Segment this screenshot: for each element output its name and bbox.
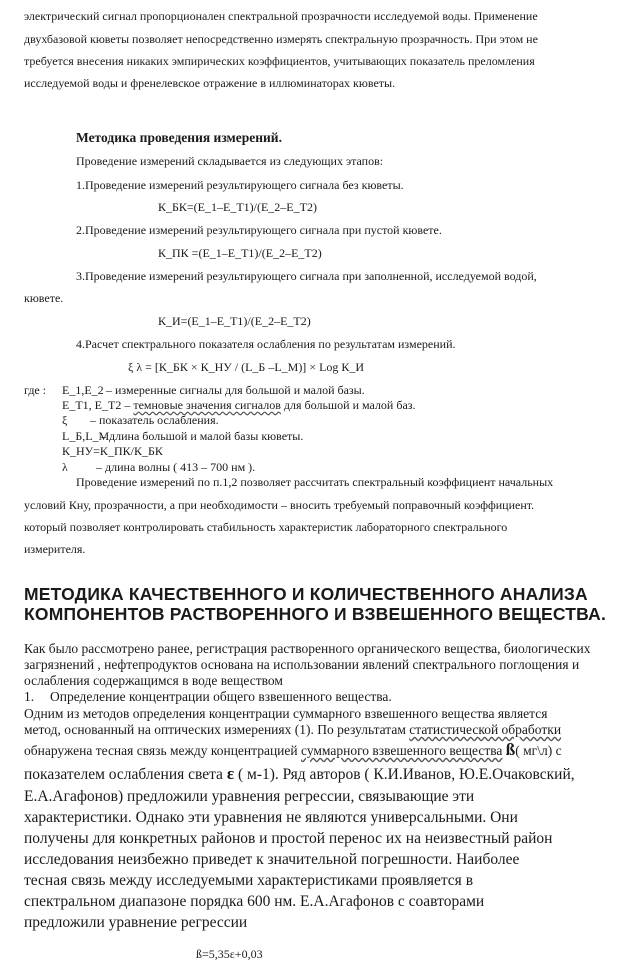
formula-xi: ξ λ = [К_БК × К_НУ / (L_Б –L_М)] × Log К_И	[128, 360, 365, 374]
paragraph-line: метод, основанный на оптических измерениях (1). По результатам статистической обработки	[24, 722, 562, 737]
paragraph-line: Проведение измерений складывается из следующих этапов:	[76, 154, 384, 168]
step-2: 2.Проведение измерений результирующего сигнала при пустой кювете.	[76, 223, 442, 237]
symbol-kny: К_НУ=К_ПК/К_БК	[62, 444, 163, 458]
intro-line: исследуемой воды и френелевское отражение в иллюминаторах кюветы.	[24, 76, 396, 90]
symbol-xi: ξ	[62, 413, 68, 427]
formula-kbk: К_БК=(Е_1–Е_Т1)/(Е_2–Е_Т2)	[158, 200, 317, 214]
paragraph-line: тесная связь между исследуемыми характеристиками проявляется в	[24, 872, 474, 889]
paragraph-line: Одним из методов определения концентрации суммарного взвешенного вещества является	[24, 706, 548, 721]
intro-line: двухбазовой кюветы позволяет непосредственно измерять спектральную прозрачность. При этом не	[24, 32, 538, 46]
symbol-lb-desc: – длина большой и малой базы кюветы.	[100, 429, 304, 443]
step-3: 3.Проведение измерений результирующего сигнала при заполненной, исследуемой водой,	[76, 269, 537, 283]
section-title: МЕТОДИКА КАЧЕСТВЕННОГО И КОЛИЧЕСТВЕННОГО АНАЛИЗА	[24, 584, 588, 604]
regression-formula: ß=5,35ε+0,03	[196, 947, 263, 961]
list-item-text: Определение концентрации общего взвешенного вещества.	[50, 689, 392, 704]
paragraph-line: Проведение измерений по п.1,2 позволяет рассчитать спектральный коэффициент начальных	[76, 475, 554, 489]
section-heading: Методика проведения измерений.	[76, 130, 282, 145]
paragraph-line: условий Кну, прозрачности, а при необходимости – вносить требуемый поправочный коэффициент.	[24, 498, 535, 512]
paragraph-line: Е.А.Агафонов) предложили уравнения регрессии, связывающие эти	[24, 788, 475, 805]
symbol-e12: Е_1,Е_2	[62, 383, 104, 397]
where-label: где :	[24, 383, 47, 397]
list-item-number: 1.	[24, 689, 35, 704]
paragraph-line: показателем ослабления света ε ( м-1). Ряд авторов ( К.И.Иванов, Ю.Е.Очаковский,	[24, 764, 575, 783]
epsilon-symbol: ε	[226, 764, 235, 783]
symbol-e12-desc: – измеренные сигналы для большой и малой базы.	[106, 383, 365, 397]
underlined-text: статистической обработки	[409, 722, 562, 737]
symbol-lambda-desc: – длина волны ( 413 – 700 нм ).	[96, 460, 256, 474]
paragraph-line: спектральном диапазоне порядка 600 нм. Е.А.Агафонов с соавторами	[24, 893, 485, 910]
paragraph-line: получены для конкретных районов и простой перенос их на неизвестный район	[24, 830, 553, 847]
formula-kpk: К_ПК =(Е_1–Е_Т1)/(Е_2–Е_Т2)	[158, 246, 322, 260]
section-title: КОМПОНЕНТОВ РАСТВОРЕННОГО И ВЗВЕШЕННОГО ВЕЩЕСТВА.	[24, 604, 607, 624]
underlined-text: темновые значения сигналов	[133, 398, 281, 412]
intro-line: требуется внесения никаких эмпирических коэффициентов, учитывающих показатель преломления	[24, 54, 535, 68]
underlined-text: суммарного взвешенного вещества	[301, 743, 503, 758]
paragraph-line: исследования неизбежно приведет к значительной погрешности. Наиболее	[24, 851, 520, 868]
step-1: 1.Проведение измерений результирующего сигнала без кюветы.	[76, 178, 404, 192]
paragraph-line: характеристики. Однако эти уравнения не являются универсальными. Они	[24, 809, 518, 826]
symbol-xi-desc: – показатель ослабления.	[90, 413, 219, 427]
paragraph-line: Как было рассмотрено ранее, регистрация растворенного органического вещества, биологических	[24, 641, 591, 656]
symbol-lambda: λ	[62, 460, 68, 474]
formula-ki: К_И=(Е_1–Е_Т1)/(Е_2–Е_Т2)	[158, 314, 311, 328]
beta-symbol: ß	[505, 740, 516, 759]
paragraph-line: обнаружена тесная связь между концентрацией суммарного взвешенного вещества ß( мг\л) с	[24, 740, 562, 759]
symbol-et: Е_Т1, Е_Т2 – темновые значения сигналов для большой и малой баз.	[62, 398, 416, 412]
step-4: 4.Расчет спектрального показателя ослабления по результатам измерений.	[76, 337, 456, 351]
symbol-lb: L_Б,L_М	[62, 429, 110, 443]
paragraph-line: который позволяет контролировать стабильность характеристик лабораторного спектрального	[24, 520, 508, 534]
paragraph-line: предложили уравнение регрессии	[24, 914, 248, 931]
paragraph-line: измерителя.	[24, 542, 86, 556]
intro-line: электрический сигнал пропорционален спектральной прозрачности исследуемой воды. Применение	[24, 9, 538, 23]
paragraph-line: ослабления содержащимся в воде веществом	[24, 673, 283, 688]
paragraph-line: загрязнений , нефтепродуктов основана на использовании явлений спектрального поглощения и	[24, 657, 580, 672]
step-3-cont: кювете.	[24, 291, 64, 305]
